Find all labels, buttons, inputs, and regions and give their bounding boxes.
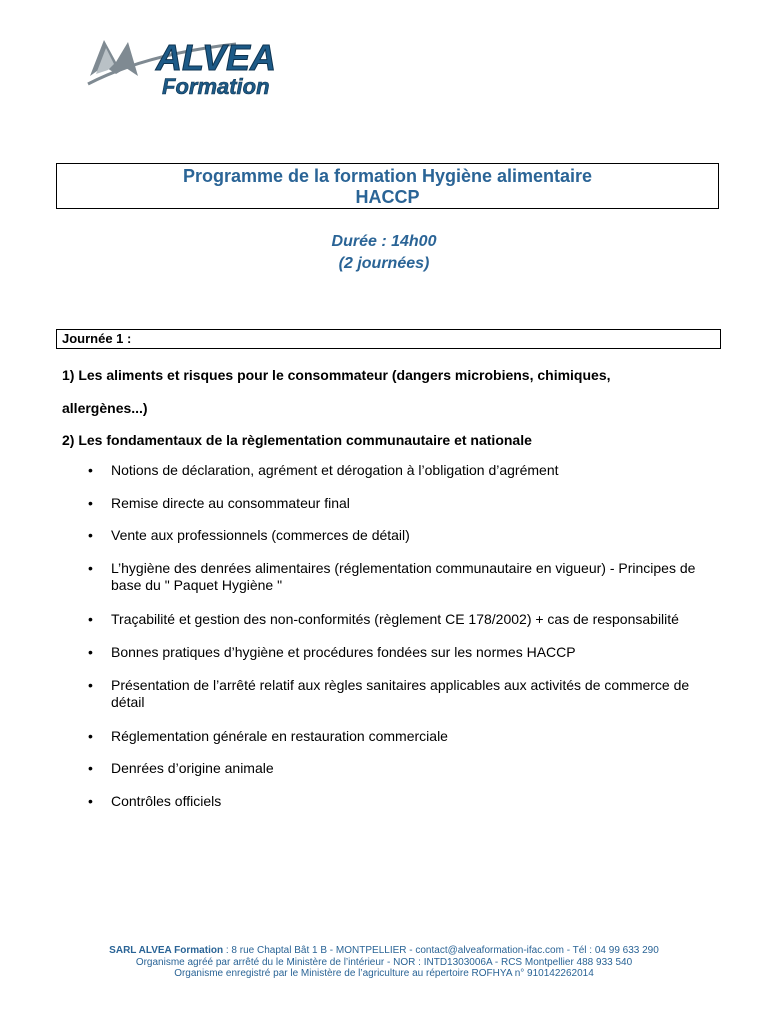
footer-line-3: Organisme enregistré par le Ministère de l’agriculture au répertoire ROFHYA n° 910142262014 xyxy=(174,968,594,979)
footer-line-2: Organisme agréé par arrêté du le Ministère de l’intérieur - NOR : INTD1303006A - RCS Montpellier 488 933 540 xyxy=(135,957,633,968)
list-item: • L’hygiène des denrées alimentaires (réglementation communautaire en vigueur) - Principes de base du " Paquet Hygiène " xyxy=(88,559,696,593)
duration-days: (2 journées) xyxy=(338,255,430,272)
list-item: • Présentation de l’arrêté relatif aux règles sanitaires applicables aux activités de commerce de détail xyxy=(88,676,690,710)
alvea-logo-graphic xyxy=(86,34,336,98)
footer-address: : 8 rue Chaptal Bât 1 B - MONTPELLIER - contact@alveaformation-ifac.com - Tél : 04 99 633 290 xyxy=(223,945,659,956)
day-label: Journée 1 : xyxy=(56,329,721,349)
title-box xyxy=(56,163,719,209)
list-item: • Vente aux professionnels (commerces de détail) xyxy=(88,527,410,543)
list-item: • Notions de déclaration, agrément et dérogation à l’obligation d’agrément xyxy=(88,462,559,478)
list-item: • Traçabilité et gestion des non-conformités (règlement CE 178/2002) + cas de responsabilité xyxy=(88,610,679,627)
bullet-icon: • xyxy=(88,644,93,660)
list-item: • Bonnes pratiques d’hygiène et procédures fondées sur les normes HACCP xyxy=(88,644,576,660)
list-item: • Denrées d’origine animale xyxy=(88,760,274,776)
footer-line-1 xyxy=(0,945,768,957)
page-subtitle: HACCP xyxy=(355,187,420,207)
alvea-logo xyxy=(86,34,336,98)
logo-word-formation: Formation xyxy=(162,74,270,98)
bullet-icon: • xyxy=(88,610,93,627)
bullet-icon: • xyxy=(88,792,93,809)
bullet-icon: • xyxy=(88,494,93,511)
bullet-icon: • xyxy=(88,462,93,478)
section-2-heading: 2) Les fondamentaux de la règlementation communautaire et nationale xyxy=(62,432,532,448)
list-item: • Remise directe au consommateur final xyxy=(88,494,350,511)
bullet-icon: • xyxy=(88,727,93,744)
duration-hours: Durée : 14h00 xyxy=(331,233,437,250)
list-item: • Contrôles officiels xyxy=(88,792,222,809)
bullet-icon: • xyxy=(88,527,93,543)
page-title: Programme de la formation Hygiène alimentaire xyxy=(182,166,593,186)
bullet-icon: • xyxy=(88,676,93,693)
logo-word-alvea: ALVEA xyxy=(156,37,277,78)
bullet-icon: • xyxy=(88,760,93,776)
section-1-line-1: 1) Les aliments et risques pour le consommateur (dangers microbiens, chimiques, xyxy=(62,367,611,383)
bullet-icon: • xyxy=(88,559,93,576)
list-item: • Réglementation générale en restauration commerciale xyxy=(88,727,448,744)
footer-company: SARL ALVEA Formation xyxy=(109,945,224,956)
section-1-line-2: allergènes...) xyxy=(62,400,148,416)
topics-list xyxy=(62,462,712,810)
